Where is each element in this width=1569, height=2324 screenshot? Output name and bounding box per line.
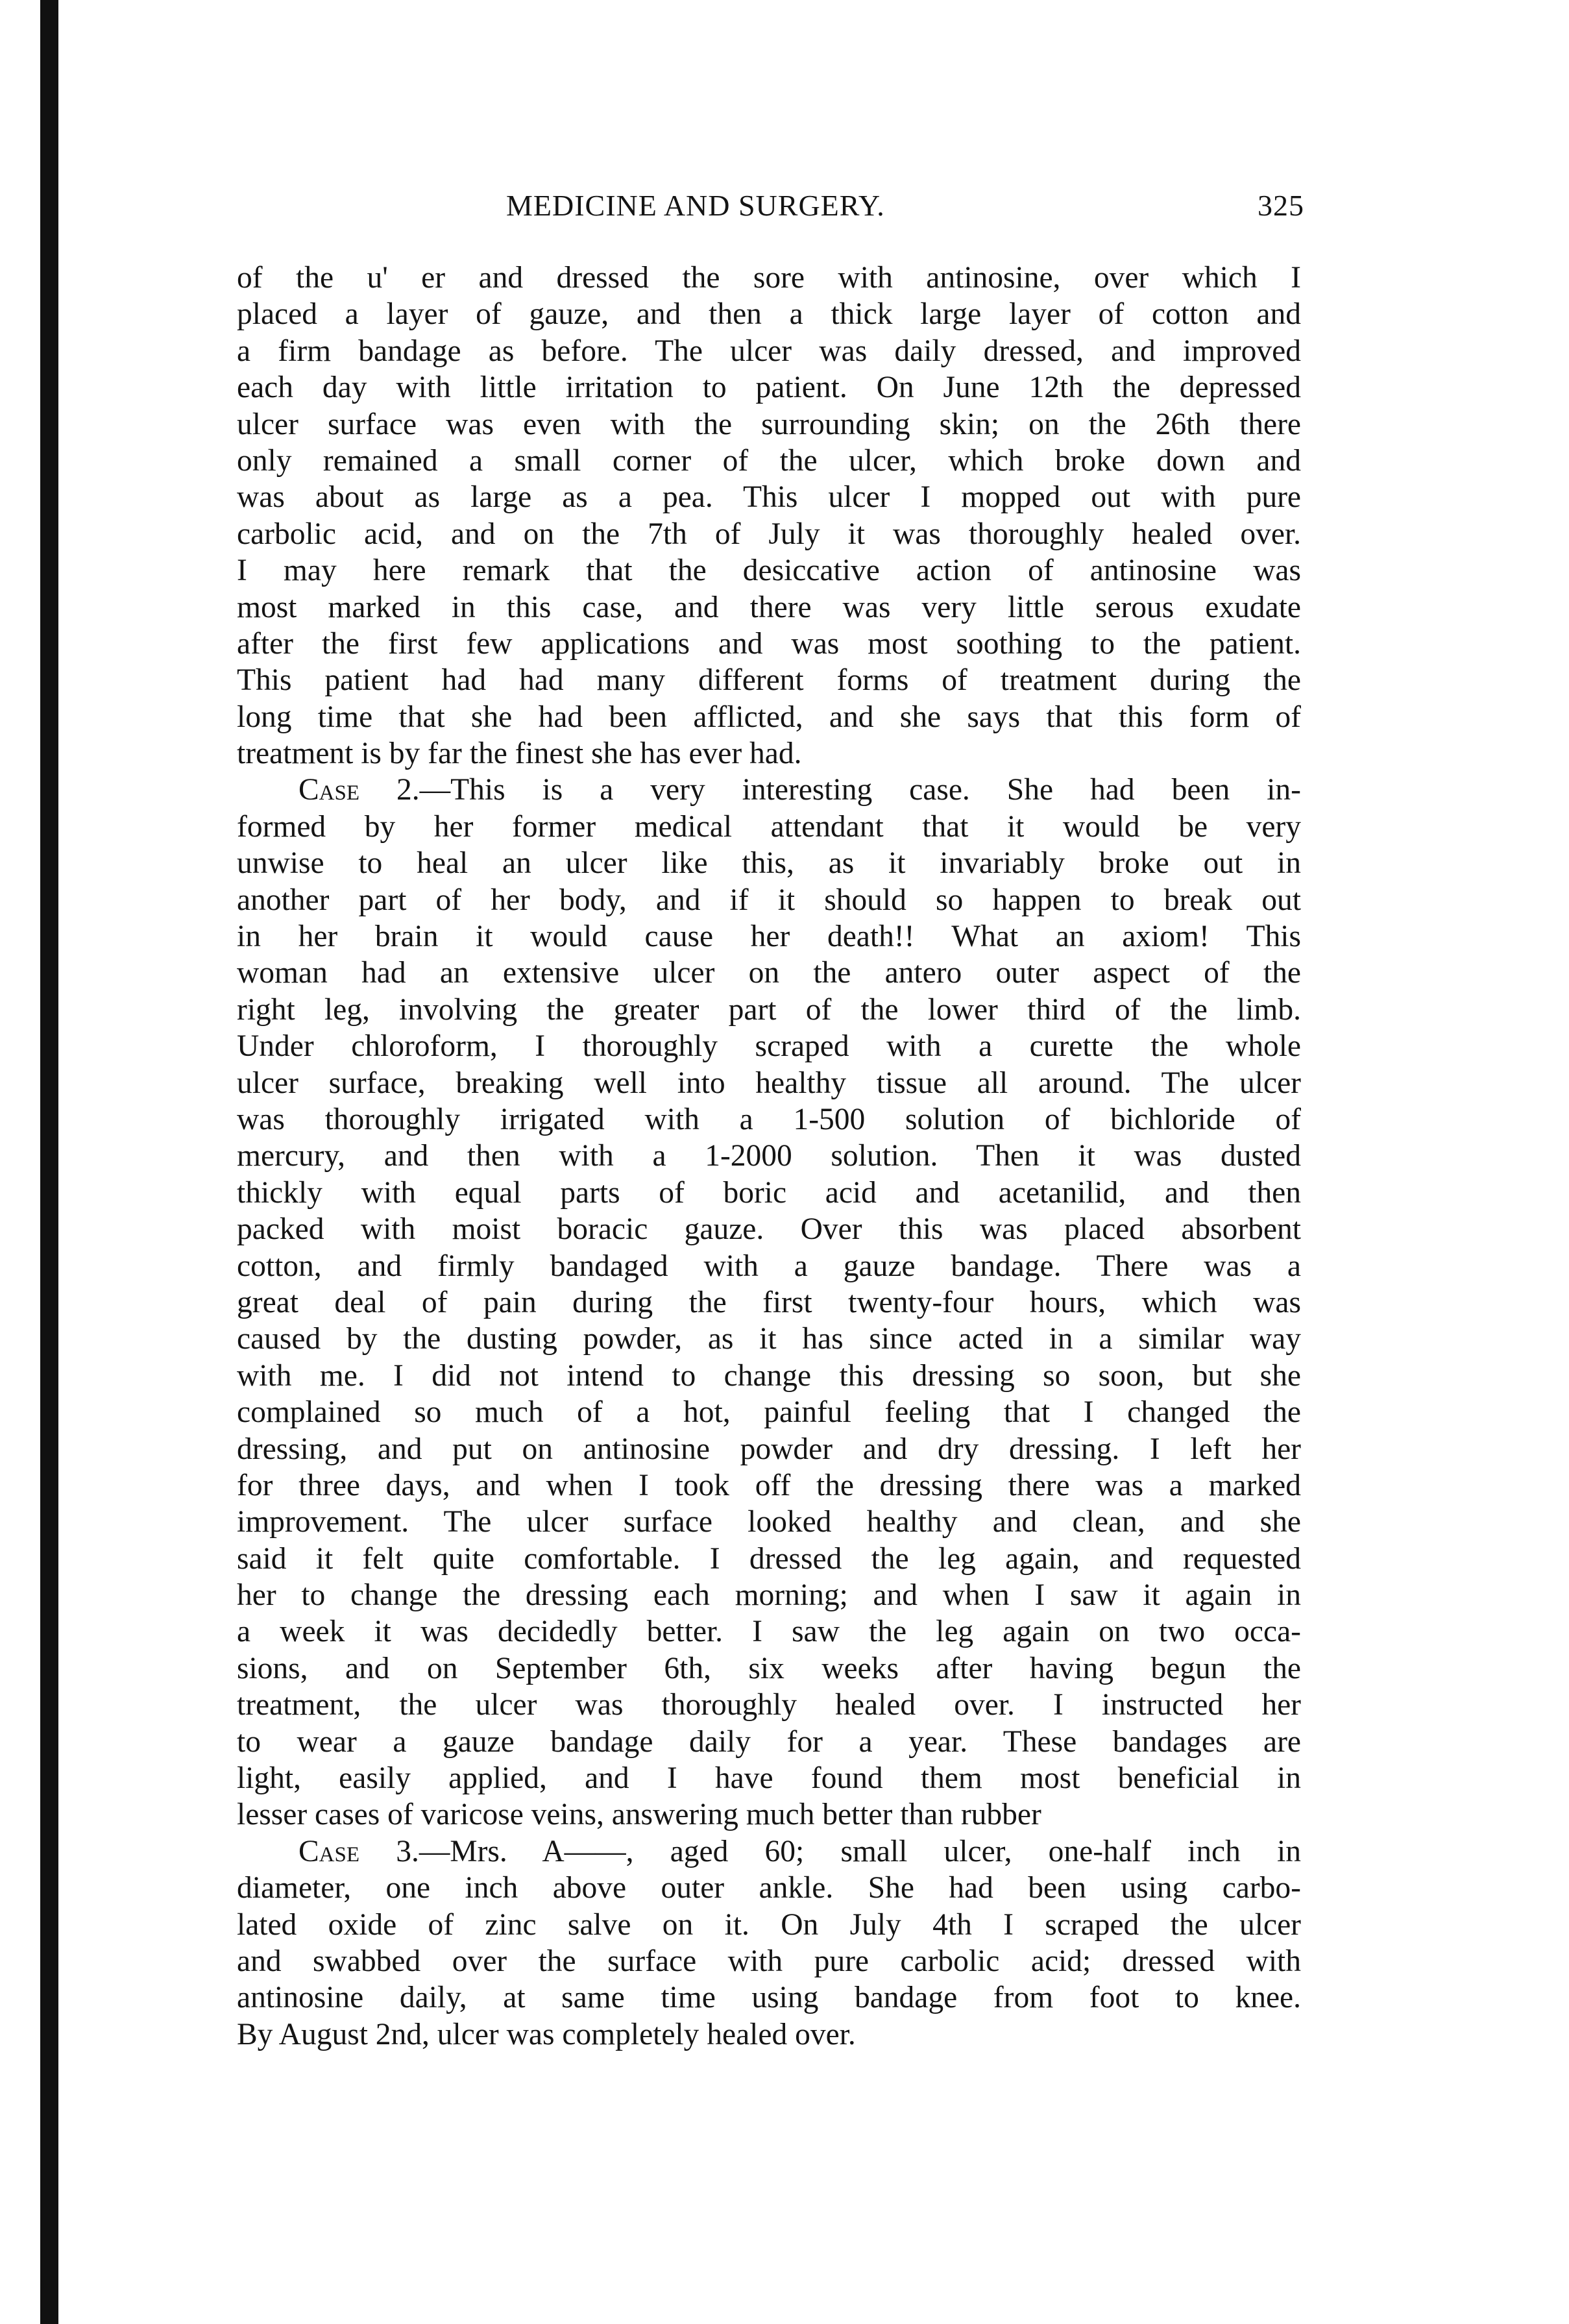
text-span: 3.—Mrs. A——, aged 60; small ulcer, one-half inch in [359, 1834, 1301, 1868]
text-line: improvement. The ulcer surface looked healthy and clean, and she [237, 1505, 1301, 1539]
text-line: each day with little irritation to patient. On June 12th the depressed [237, 371, 1301, 405]
text-line: another part of her body, and if it should so happen to break out [237, 883, 1301, 917]
case-label: Case [298, 1834, 360, 1868]
case-label: Case [298, 773, 360, 807]
text-line: sions, and on September 6th, six weeks after having begun the [237, 1651, 1301, 1685]
text-line: her to change the dressing each morning; and when I saw it again in [237, 1578, 1301, 1613]
text-line: thickly with equal parts of boric acid and acetanilid, and then [237, 1175, 1301, 1210]
page-header [506, 188, 1304, 230]
text-line: complained so much of a hot, painful feeling that I changed the [237, 1395, 1301, 1430]
text-line: By August 2nd, ulcer was completely healed over. [237, 2017, 856, 2051]
text-line: with me. I did not intend to change this dressing so soon, but she [237, 1358, 1301, 1393]
text-line: said it felt quite comfortable. I dressed the leg again, and requested [237, 1541, 1301, 1576]
text-line: ulcer surface was even with the surrounding skin; on the 26th there [237, 407, 1301, 441]
text-line: most marked in this case, and there was very little serous exudate [237, 590, 1301, 624]
text-line: packed with moist boracic gauze. Over this was placed absorbent [237, 1212, 1301, 1247]
text-line: I may here remark that the desiccative action of antinosine was [237, 554, 1301, 588]
text-line: carbolic acid, and on the 7th of July it was thoroughly healed over. [237, 517, 1301, 551]
text-line: antinosine daily, at same time using bandage from foot to knee. [237, 1981, 1301, 2015]
text-line: a week it was decidedly better. I saw the leg again on two occa- [237, 1615, 1301, 1649]
paragraph-case-2 [237, 772, 1301, 1833]
text-line: formed by her former medical attendant that it would be very [237, 809, 1301, 844]
text-line: of the u' er and dressed the sore with antinosine, over which I [237, 261, 1301, 295]
text-line: a firm bandage as before. The ulcer was daily dressed, and improved [237, 334, 1301, 368]
text-body [237, 260, 1301, 2053]
text-line: for three days, and when I took off the dressing there was a marked [237, 1468, 1301, 1502]
text-line: unwise to heal an ulcer like this, as it invariably broke out in [237, 846, 1301, 881]
text-line: placed a layer of gauze, and then a thick large layer of cotton and [237, 297, 1301, 332]
text-line: right leg, involving the greater part of the lower third of the limb. [237, 992, 1301, 1027]
text-line: in her brain it would cause her death!! What an axiom! This [237, 920, 1301, 954]
text-line: This patient had had many different forms of treatment during the [237, 663, 1301, 698]
text-line: treatment is by far the finest she has ever had. [237, 737, 802, 771]
text-line: ulcer surface, breaking well into healthy tissue all around. The ulcer [237, 1066, 1301, 1100]
text-line: caused by the dusting powder, as it has since acted in a similar way [237, 1322, 1301, 1356]
text-line: mercury, and then with a 1-2000 solution. Then it was dusted [237, 1139, 1301, 1173]
text-line [237, 772, 1301, 808]
text-line: long time that she had been afflicted, and she says that this form of [237, 700, 1301, 734]
text-line: and swabbed over the surface with pure carbolic acid; dressed with [237, 1944, 1301, 1978]
text-line: light, easily applied, and I have found them most beneficial in [237, 1761, 1301, 1796]
text-line: great deal of pain during the first twenty-four hours, which was [237, 1285, 1301, 1319]
text-line: was thoroughly irrigated with a 1-500 solution of bichloride of [237, 1102, 1301, 1136]
page-number: 325 [1258, 189, 1304, 222]
text-line: was about as large as a pea. This ulcer I mopped out with pure [237, 480, 1301, 515]
paragraph-continuation [237, 260, 1301, 772]
running-head: MEDICINE AND SURGERY. [506, 189, 885, 222]
text-line: cotton, and firmly bandaged with a gauze bandage. There was a [237, 1249, 1301, 1283]
paragraph-case-3 [237, 1833, 1301, 2053]
text-line [237, 1833, 1301, 1870]
text-line: diameter, one inch above outer ankle. She had been using carbo- [237, 1871, 1301, 1905]
text-line: treatment, the ulcer was thoroughly healed over. I instructed her [237, 1688, 1301, 1722]
binding-edge [40, 0, 58, 2324]
text-line: woman had an extensive ulcer on the antero outer aspect of the [237, 956, 1301, 990]
text-line: lesser cases of varicose veins, answering much better than rubber [237, 1798, 1041, 1832]
text-line: after the first few applications and was most soothing to the patient. [237, 626, 1301, 661]
text-span: 2.—This is a very interesting case. She had been in- [359, 773, 1301, 807]
text-line: only remained a small corner of the ulcer, which broke down and [237, 443, 1301, 478]
text-line: lated oxide of zinc salve on it. On July 4th I scraped the ulcer [237, 1907, 1301, 1942]
text-line: Under chloroform, I thoroughly scraped with a curette the whole [237, 1029, 1301, 1064]
text-line: dressing, and put on antinosine powder and dry dressing. I left her [237, 1432, 1301, 1466]
text-line: to wear a gauze bandage daily for a year. These bandages are [237, 1724, 1301, 1759]
